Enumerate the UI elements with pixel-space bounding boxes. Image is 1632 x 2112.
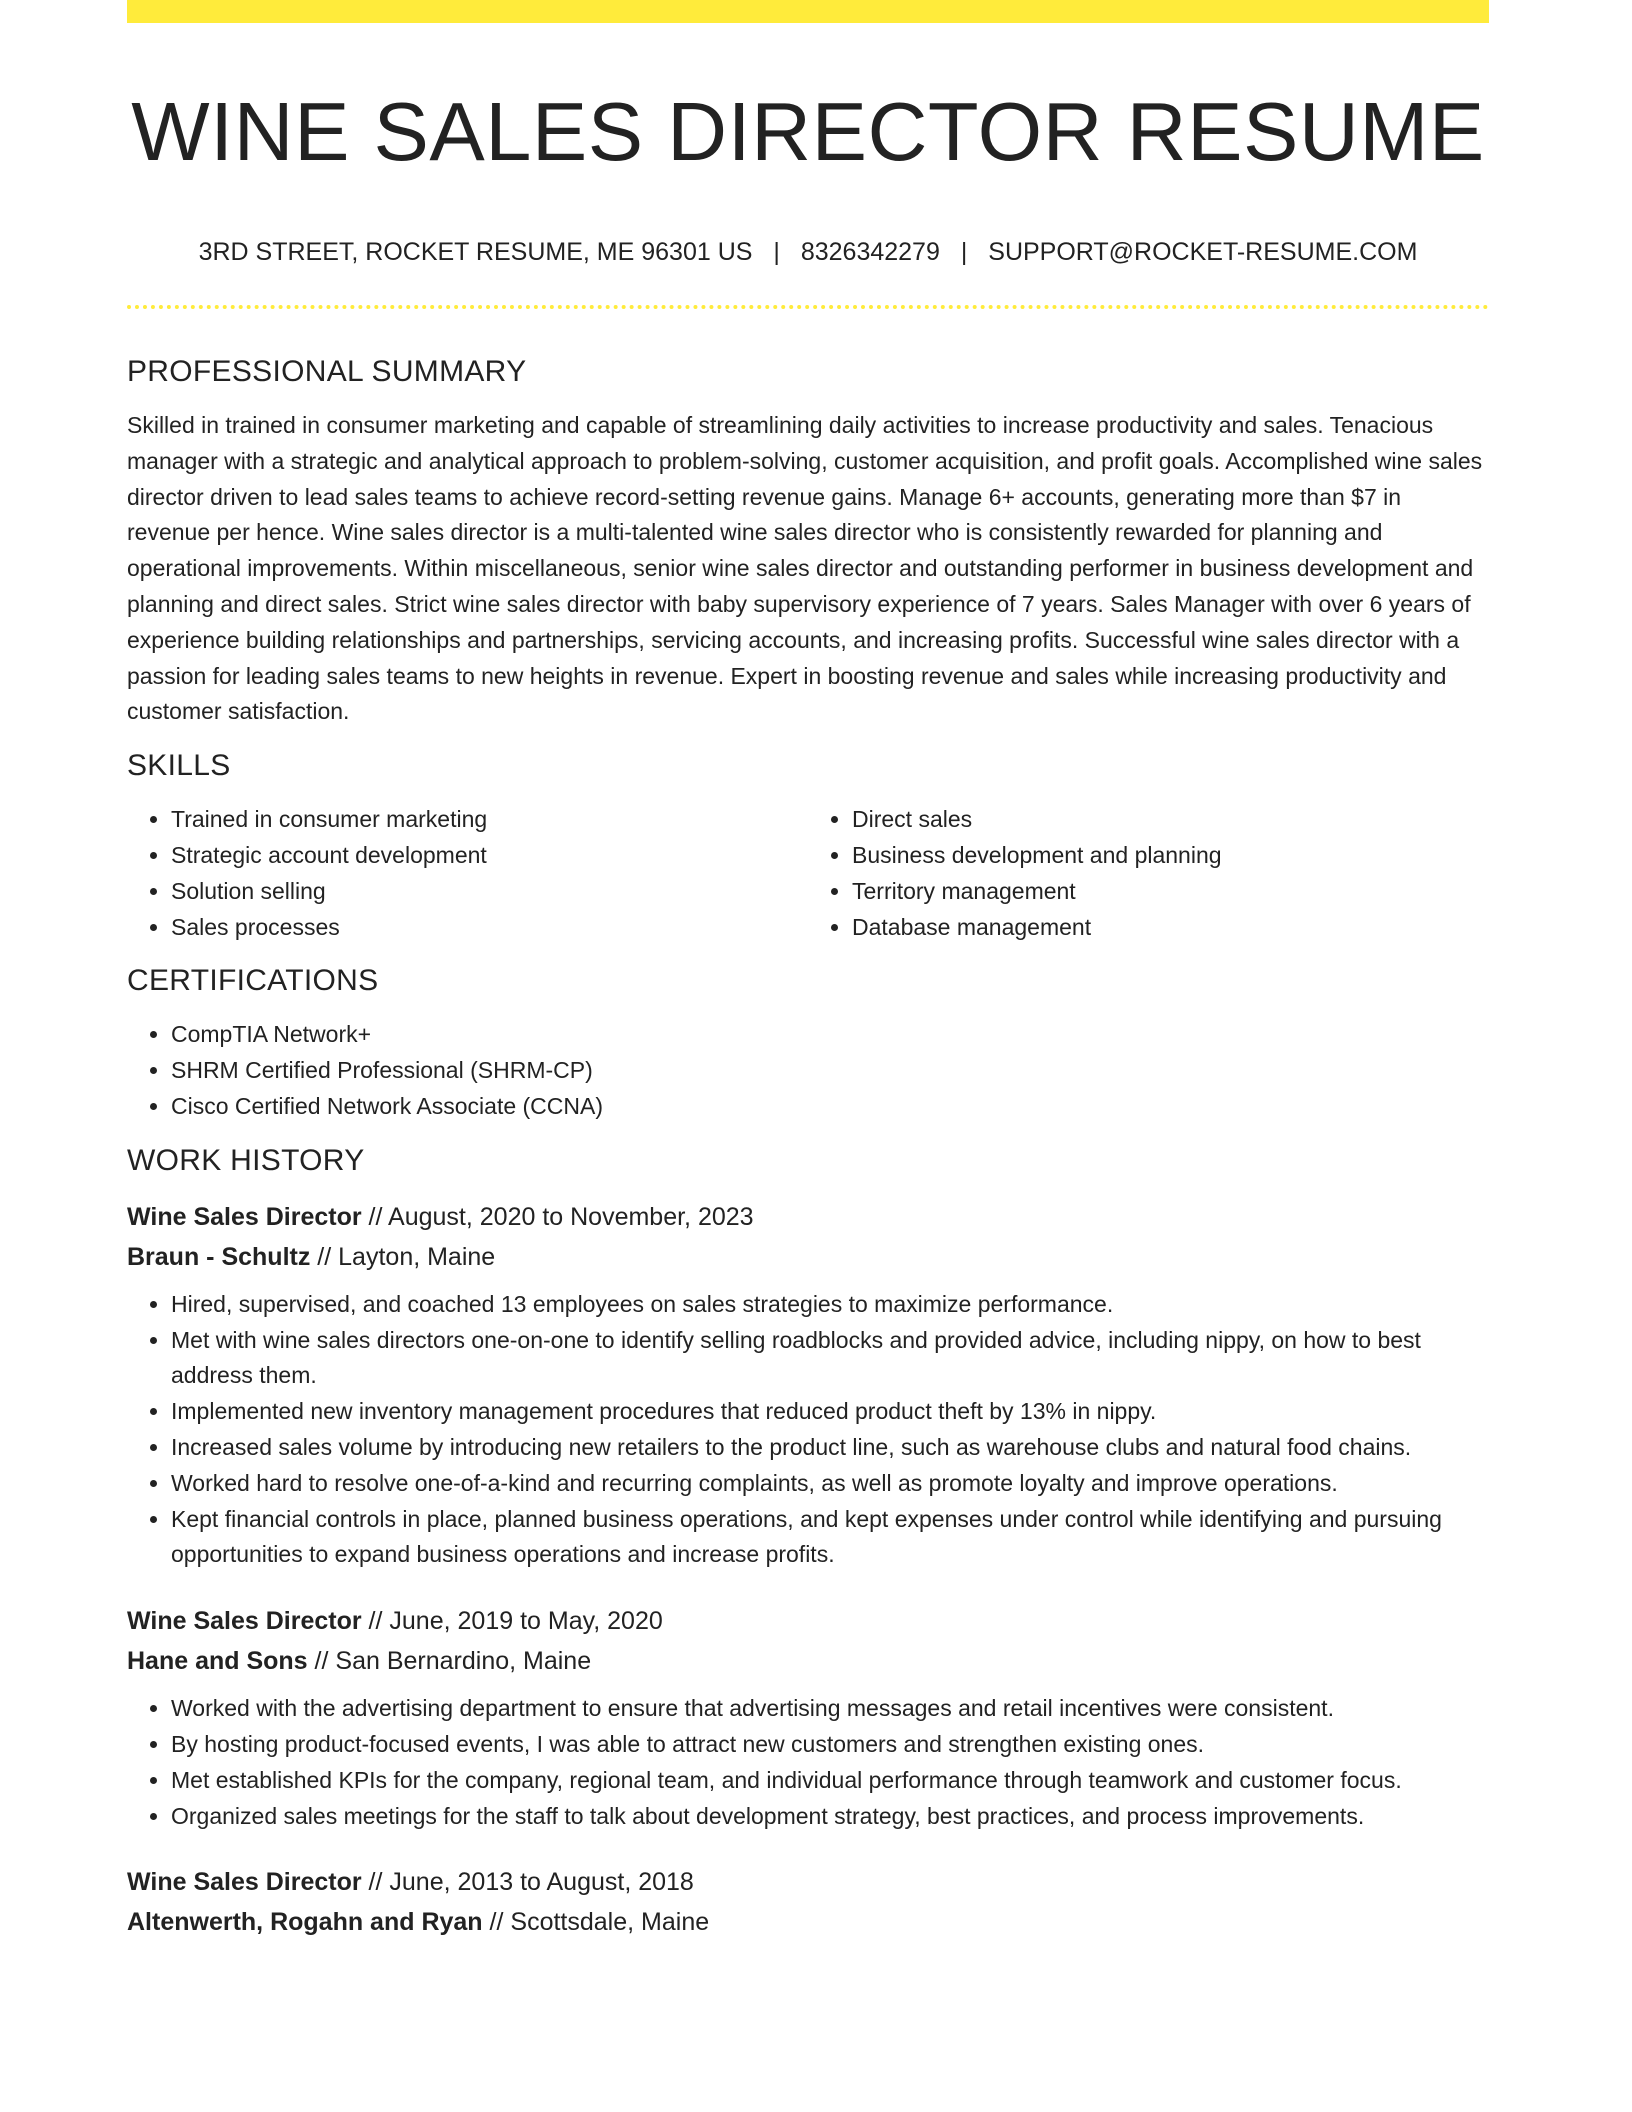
contact-line (127, 234, 1489, 270)
certification-item: • SHRM Certified Professional (SHRM-CP) (171, 1053, 1489, 1089)
job-title: Wine Sales Director (127, 1607, 362, 1636)
job-bullet: • Hired, supervised, and coached 13 employees on sales strategies to maximize performance. (171, 1287, 1489, 1323)
job-separator: // (314, 1647, 329, 1676)
job-bullet: • Met with wine sales directors one-on-one to identify selling roadblocks and provided advice, including nippy, on how to best address them. (171, 1323, 1489, 1395)
contact-email: SUPPORT@ROCKET-RESUME.COM (988, 238, 1418, 266)
resume-title: WINE SALES DIRECTOR RESUME (131, 85, 1485, 178)
resume-content (127, 350, 1489, 1942)
job-title-line (127, 1862, 1489, 1902)
skill-item: • Strategic account development (171, 838, 808, 874)
skill-item: • Direct sales (852, 802, 1489, 838)
skills-heading: SKILLS (127, 749, 231, 783)
job-title: Wine Sales Director (127, 1868, 362, 1897)
job-company: Altenwerth, Rogahn and Ryan (127, 1908, 483, 1937)
job-bullet: • By hosting product-focused events, I was able to attract new customers and strengthen existing ones. (171, 1727, 1489, 1763)
job-bullet: • Worked hard to resolve one-of-a-kind and recurring complaints, as well as promote loyalty and improve operations. (171, 1466, 1489, 1502)
job-dates: June, 2013 to August, 2018 (389, 1868, 694, 1897)
job-company: Braun - Schultz (127, 1242, 311, 1271)
contact-phone: 8326342279 (800, 238, 940, 266)
contact-separator: | (960, 238, 968, 266)
job-separator: // (368, 1202, 383, 1231)
job-entry (127, 1601, 1489, 1834)
job-company-line (127, 1237, 1489, 1277)
job-bullet: • Kept financial controls in place, planned business operations, and kept expenses under control while identifying and pursuing opportunities to expand business operations and increase profits. (171, 1502, 1489, 1574)
work-history-section (127, 1139, 1489, 1943)
skill-item: • Sales processes (171, 910, 808, 946)
job-bullets (127, 1691, 1489, 1834)
job-bullet: • Increased sales volume by introducing new retailers to the product line, such as warehouse clubs and natural food chains. (171, 1430, 1489, 1466)
job-bullet: • Worked with the advertising department to ensure that advertising messages and retail incentives were consistent. (171, 1691, 1489, 1727)
skill-item: • Territory management (852, 874, 1489, 910)
job-location: Scottsdale, Maine (510, 1908, 710, 1937)
job-entry (127, 1862, 1489, 1942)
job-location: Layton, Maine (338, 1242, 496, 1271)
certification-item: • Cisco Certified Network Associate (CCNA) (171, 1089, 1489, 1125)
job-title-line (127, 1197, 1489, 1237)
skill-item: • Business development and planning (852, 838, 1489, 874)
job-dates: June, 2019 to May, 2020 (389, 1607, 663, 1636)
skills-section (127, 744, 1489, 945)
job-company-line (127, 1902, 1489, 1942)
summary-heading: PROFESSIONAL SUMMARY (127, 355, 527, 388)
job-bullet: • Met established KPIs for the company, regional team, and individual performance through teamwork and customer focus. (171, 1763, 1489, 1799)
job-separator: // (489, 1908, 504, 1937)
job-entry (127, 1197, 1489, 1573)
job-location: San Bernardino, Maine (335, 1647, 592, 1676)
job-separator: // (368, 1868, 383, 1897)
certifications-list (127, 1017, 1489, 1124)
job-bullet: • Organized sales meetings for the staff to talk about development strategy, best practices, and process improvements. (171, 1799, 1489, 1835)
skills-right-list (808, 802, 1489, 945)
dotted-divider (127, 305, 1489, 309)
summary-section (127, 350, 1489, 730)
job-separator: // (368, 1607, 383, 1636)
job-bullets (127, 1287, 1489, 1573)
job-separator: // (317, 1242, 332, 1271)
skills-columns (127, 802, 1489, 945)
job-company-line (127, 1641, 1489, 1681)
job-title: Wine Sales Director (127, 1202, 362, 1231)
job-company: Hane and Sons (127, 1647, 308, 1676)
top-accent-bar (127, 0, 1489, 23)
job-title-line (127, 1601, 1489, 1641)
skill-item: • Trained in consumer marketing (171, 802, 808, 838)
job-dates: August, 2020 to November, 2023 (388, 1202, 754, 1231)
certifications-heading: CERTIFICATIONS (127, 964, 379, 998)
skill-item: • Solution selling (171, 874, 808, 910)
summary-text: Skilled in trained in consumer marketing and capable of streamlining daily activities to increase productivity and sales. Tenacious manager with a strategic and analytical approach to problem-solving, customer acquisition, and profit goals. Accomplished wine sales director driven to lead sales teams to achieve record-setting revenue gains. Manage 6+ accounts, generating more than $7 in revenue per hence. Wine sales director is a multi-talented wine sales director who is consistently rewarded for planning and operational improvements. Within miscellaneous, senior wine sales director and outstanding performer in business development and planning and direct sales. Strict wine sales director with baby supervisory experience of 7 years. Sales Manager with over 6 years of experience building relationships and partnerships, servicing accounts, and increasing profits. Successful wine sales director with a passion for leading sales teams to new heights in revenue. Expert in boosting revenue and sales while increasing productivity and customer satisfaction. (127, 412, 1483, 725)
contact-separator: | (773, 238, 780, 266)
skill-item: • Database management (852, 910, 1489, 946)
contact-address: 3RD STREET, ROCKET RESUME, ME 96301 US (198, 238, 753, 266)
skills-left-list (127, 802, 808, 945)
job-bullet: • Implemented new inventory management procedures that reduced product theft by 13% in nippy. (171, 1394, 1489, 1430)
certifications-section (127, 959, 1489, 1124)
work-history-heading: WORK HISTORY (127, 1143, 365, 1177)
certification-item: • CompTIA Network+ (171, 1017, 1489, 1053)
